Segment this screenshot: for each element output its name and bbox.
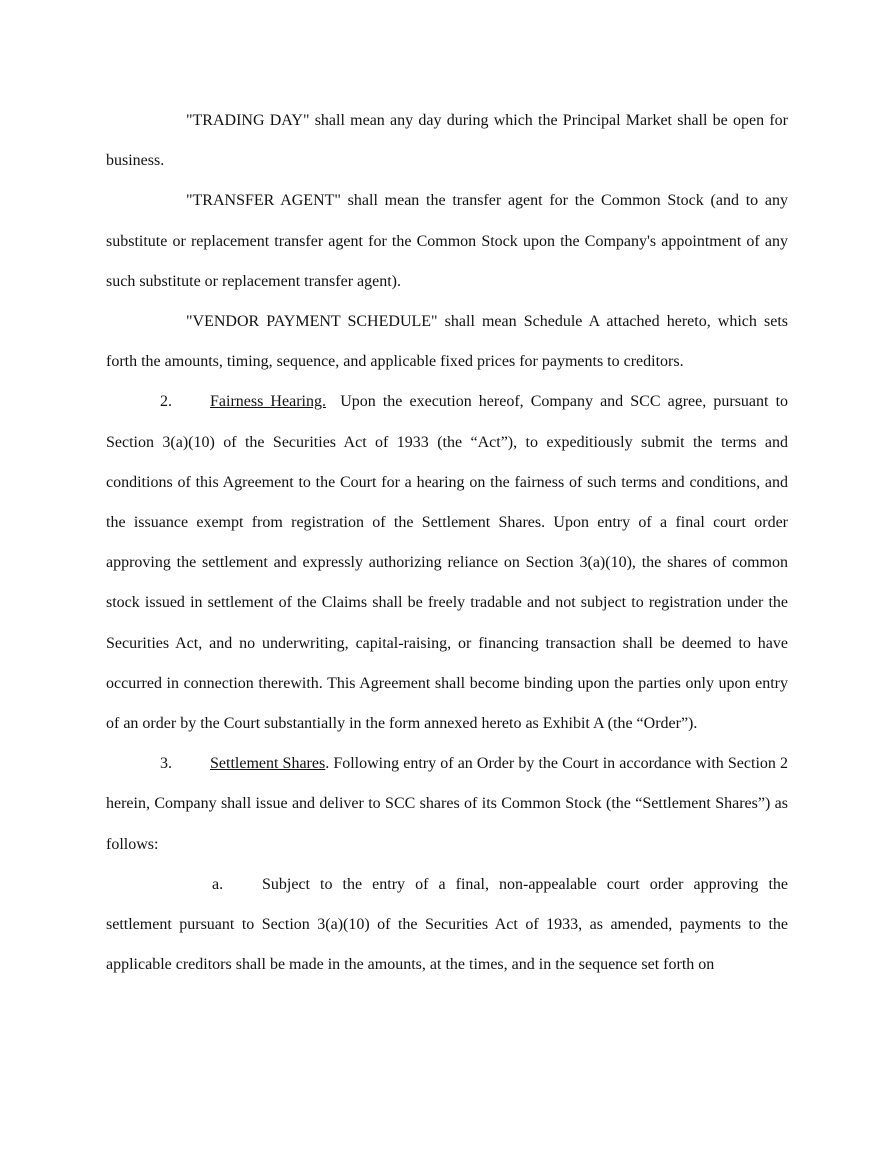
section-heading: Settlement Shares bbox=[210, 755, 326, 773]
definition-text: "VENDOR PAYMENT SCHEDULE" shall mean Schedule A attached hereto, which sets forth the amounts, timing, sequence, and applicable fixed prices for payments to creditors. bbox=[106, 313, 788, 371]
section-body: . Following entry of an Order by the Court in accordance with Section 2 herein, Company shall issue and deliver to SCC shares of its Common Stock (the “Settlement Shares”) as follows: bbox=[106, 755, 789, 853]
definition-text: "TRANSFER AGENT" shall mean the transfer agent for the Common Stock (and to any substitute or replacement transfer agent for the Common Stock upon the Company's appointment of any such substitute or replacement transfer agent). bbox=[106, 192, 788, 290]
section-heading: Fairness Hearing. bbox=[210, 393, 326, 411]
section-settlement-shares bbox=[106, 744, 788, 865]
definition-vendor-payment-schedule bbox=[106, 302, 788, 382]
subsection-a bbox=[106, 865, 788, 986]
document-page bbox=[106, 101, 788, 985]
section-body: Upon the execution hereof, Company and SCC agree, pursuant to Section 3(a)(10) of the Securities Act of 1933 (the “Act”), to expeditiously submit the terms and conditions of this Agreement to the Court for a hearing on the fairness of such terms and conditions, and the issuance exempt from registration of the Settlement Shares. Upon entry of a final court order approving the settlement and expressly authorizing reliance on Section 3(a)(10), the shares of common stock issued in settlement of the Claims shall be freely tradable and not subject to registration under the Securities Act, and no underwriting, capital-raising, or financing transaction shall be deemed to have occurred in connection therewith. This Agreement shall become binding upon the parties only upon entry of an order by the Court substantially in the form annexed hereto as Exhibit A (the “Order”). bbox=[106, 393, 789, 733]
subsection-letter: a. bbox=[212, 875, 224, 893]
section-fairness-hearing bbox=[106, 382, 788, 744]
definition-text: "TRADING DAY" shall mean any day during which the Principal Market shall be open for business. bbox=[106, 112, 788, 170]
subsection-body: Subject to the entry of a final, non-appealable court order approving the settlement pursuant to Section 3(a)(10) of the Securities Act of 1933, as amended, payments to the applicable creditors shall be made in the amounts, at the times, and in the sequence set forth on bbox=[106, 875, 788, 974]
definition-transfer-agent bbox=[106, 181, 788, 302]
definition-trading-day bbox=[106, 101, 788, 181]
section-number: 3. bbox=[160, 755, 172, 773]
section-number: 2. bbox=[160, 393, 172, 411]
